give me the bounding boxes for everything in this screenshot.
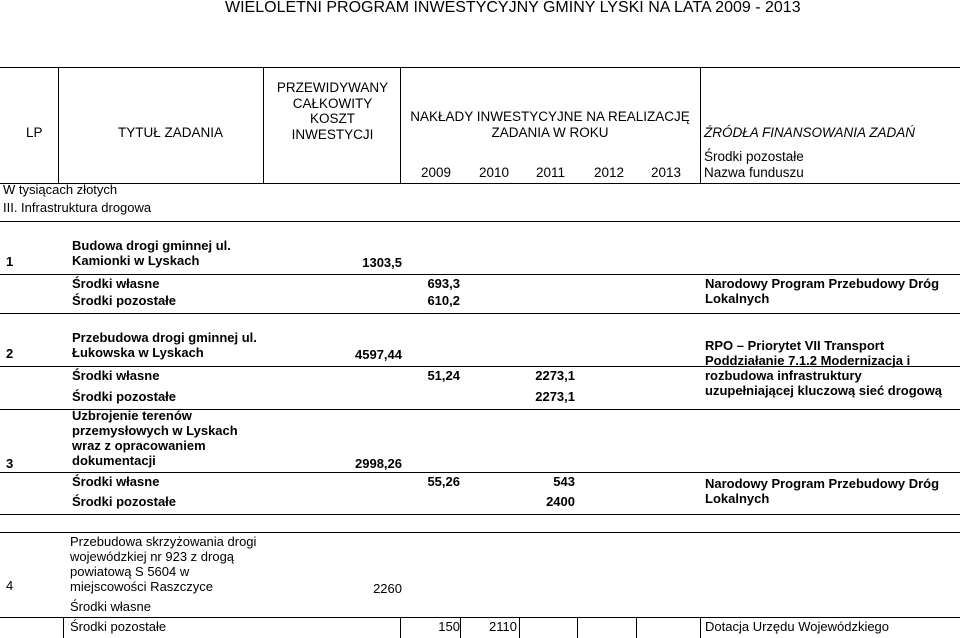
row-wlasne-label: Środki własne [72, 276, 160, 291]
row-divider [0, 313, 960, 314]
row-lp: 2 [6, 346, 14, 361]
row-lp: 4 [6, 578, 14, 593]
col-divider [63, 617, 64, 638]
row-lp: 3 [6, 456, 14, 471]
header-tytul: TYTUŁ ZADANIA [118, 125, 224, 140]
row-pozostale-2010: 2400 [546, 494, 575, 509]
row-pozostale-2010: 2273,1 [535, 389, 575, 404]
row-pozostale-2010: 2110 [489, 619, 517, 634]
row-pozostale-2009: 150 [438, 619, 460, 634]
header-year-2013: 2013 [651, 165, 682, 180]
row-wlasne-2009: 51,24 [427, 368, 460, 383]
row-fund: Dotacja Urzędu Wojewódzkiego [705, 619, 890, 634]
section-bottom-border [0, 221, 960, 222]
row-title: Przebudowa skrzyżowania drogi wojewódzkiej nr 923 z drogą powiatową S 5604 w miejscowości Raszczyce [70, 534, 257, 594]
page-title: WIELOLETNI PROGRAM INWESTYCYJNY GMINY LYSKI NA LATA 2009 - 2013 [225, 0, 801, 16]
row-divider [0, 472, 960, 473]
row-title: Przebudowa drogi gminnej ul. Łukowska w Lyskach [72, 330, 257, 360]
row-koszt: 4597,44 [355, 347, 402, 362]
row-pozostale-label: Środki pozostałe [72, 293, 177, 308]
col-divider [400, 617, 401, 638]
row-top-border [0, 532, 960, 533]
row-wlasne-2009: 55,26 [427, 474, 460, 489]
row-fund: Narodowy Program Przebudowy Dróg Lokalnych [705, 476, 940, 506]
col-divider [400, 67, 401, 183]
header-year-2010: 2010 [479, 165, 510, 180]
col-divider [263, 67, 264, 183]
row-pozostale-label: Środki pozostałe [72, 389, 177, 404]
row-divider [0, 617, 960, 618]
header-top-border [0, 67, 960, 68]
header-year-2009: 2009 [421, 165, 452, 180]
section-label: III. Infrastruktura drogowa [3, 200, 152, 215]
row-lp: 1 [6, 254, 14, 269]
row-wlasne-2010: 543 [553, 474, 575, 489]
header-srodki-pozostale: Środki pozostałe [704, 149, 804, 164]
col-divider [519, 617, 520, 638]
row-koszt: 2260 [373, 581, 402, 596]
row-wlasne-label: Środki własne [70, 599, 151, 614]
col-divider [636, 617, 637, 638]
col-divider [460, 617, 461, 638]
row-divider [0, 514, 960, 515]
col-divider [577, 617, 578, 638]
row-koszt: 1303,5 [362, 255, 402, 270]
unit-label: W tysiącach złotych [3, 182, 118, 197]
row-wlasne-2010: 2273,1 [535, 368, 575, 383]
header-year-2012: 2012 [594, 165, 625, 180]
header-year-2011: 2011 [536, 165, 566, 180]
row-wlasne-label: Środki własne [72, 368, 160, 383]
row-fund: Narodowy Program Przebudowy Dróg Lokalnych [705, 276, 940, 306]
col-divider [700, 67, 701, 183]
row-fund: RPO – Priorytet VII Transport Poddziałanie 7.1.2 Modernizacja i rozbudowa infrastruktury uzupełniającej kluczową sieć drogową [705, 338, 942, 398]
row-pozostale-label: Środki pozostałe [72, 494, 177, 509]
header-koszt: PRZEWIDYWANY CAŁKOWITY KOSZT INWESTYCJI [276, 80, 389, 142]
header-lp: LP [26, 125, 43, 140]
col-divider [58, 67, 59, 183]
row-title: Budowa drogi gminnej ul. Kamionki w Lyskach [72, 238, 231, 268]
col-divider [700, 617, 701, 638]
row-divider [0, 274, 960, 275]
header-nazwa-funduszu: Nazwa funduszu [704, 165, 804, 180]
header-naklady: NAKŁADY INWESTYCYJNE NA REALIZACJĘ ZADANIA W ROKU [410, 109, 690, 140]
row-pozostale-label: Środki pozostałe [70, 619, 167, 634]
row-pozostale-2009: 610,2 [427, 293, 460, 308]
row-wlasne-label: Środki własne [72, 474, 160, 489]
row-wlasne-2009: 693,3 [427, 276, 460, 291]
row-koszt: 2998,26 [355, 456, 402, 471]
header-zrodla: ŹRÓDŁA FINANSOWANIA ZADAŃ [704, 125, 916, 140]
header-bottom-border [0, 183, 960, 184]
row-title: Uzbrojenie terenów przemysłowych w Lyskach wraz z opracowaniem dokumentacji [72, 408, 238, 468]
